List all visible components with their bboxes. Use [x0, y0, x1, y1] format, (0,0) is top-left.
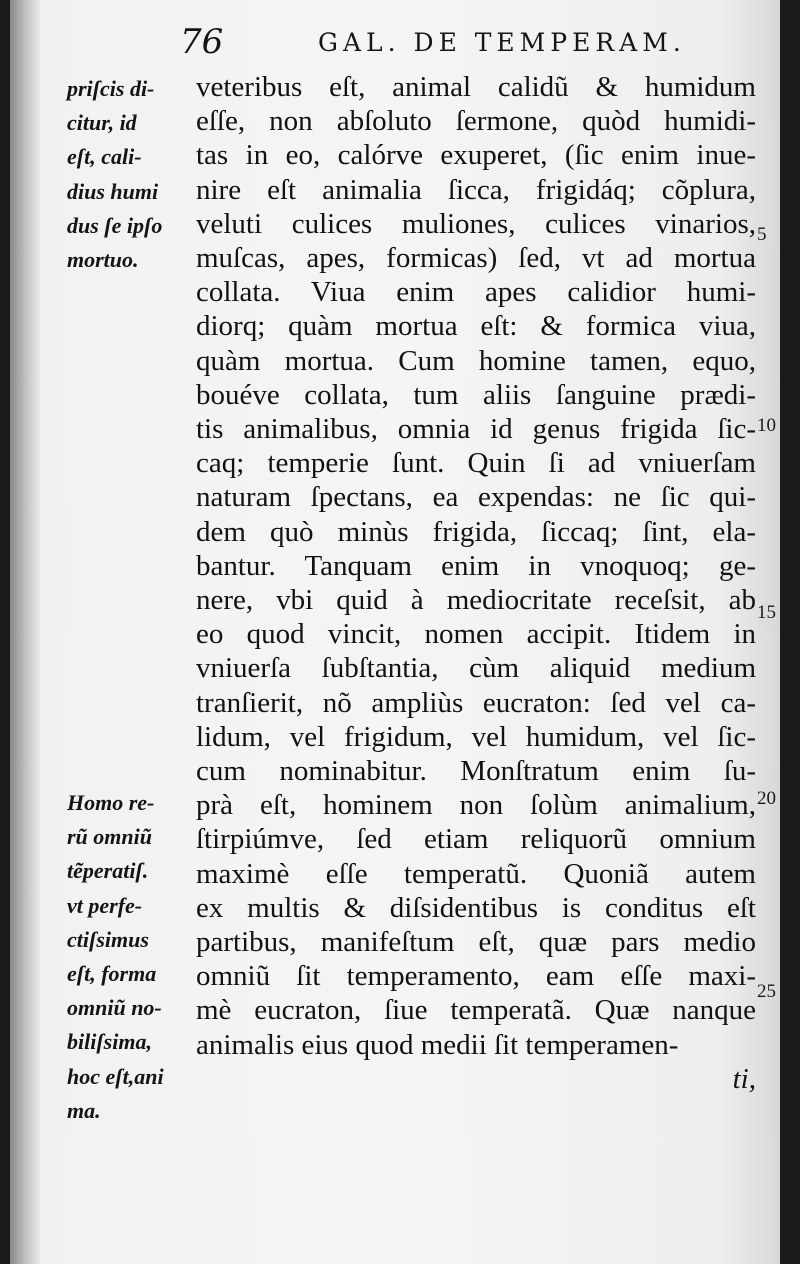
marginal-note-line: rũ omniũ: [67, 824, 152, 850]
marginal-note-line: ma.: [67, 1097, 101, 1123]
text-line: maximè eſſe temperatũ. Quoniã autem: [196, 857, 756, 890]
marginal-note-line: biliſsima,: [67, 1029, 152, 1055]
text-line: quàm mortua. Cum homine tamen, equo,: [196, 344, 756, 377]
text-line: ex multis & diſsidentibus is conditus eſt: [196, 891, 756, 924]
text-line: omniũ ſit temperamento, eam eſſe maxi-: [196, 960, 756, 993]
page-header: [180, 22, 700, 62]
line-number: 5: [757, 224, 767, 245]
text-line: prà eſt, hominem non ſolùm animalium,: [196, 789, 756, 822]
text-line: bantur. Tanquam enim in vnoquoq; ge-: [196, 549, 756, 582]
marginal-note-line: vt perfe-: [67, 892, 143, 918]
marginal-note-line: ctiſsimus: [67, 926, 149, 952]
text-line: naturam ſpectans, ea expendas: ne ſic qui-: [196, 481, 756, 514]
body-text: [196, 70, 756, 1096]
text-line: lidum, vel frigidum, vel humidum, vel ſic-: [196, 720, 756, 753]
text-line: eo quod vincit, nomen accipit. Itidem in: [196, 618, 756, 651]
text-line: veteribus eſt, animal calidũ & humidum: [196, 71, 756, 103]
text-line: mè eucraton, ſiue temperatã. Quæ nanque: [196, 994, 756, 1027]
text-line: collata. Viua enim apes calidior humi-: [196, 276, 756, 309]
marginal-note-line: hoc eſt,ani: [67, 1063, 164, 1089]
marginal-note-line: dius humi: [67, 178, 159, 204]
marginal-note-line: eſt, cali-: [67, 144, 142, 170]
book-page: [10, 0, 780, 1264]
text-line: veluti culices muliones, culices vinarios,: [196, 207, 756, 240]
text-line: vniuerſa ſubſtantia, cùm aliquid medium: [196, 652, 756, 685]
marginal-note-2: [67, 786, 192, 1128]
text-line: nere, vbi quid à mediocritate receſsit, ab: [196, 584, 756, 617]
marginal-note-line: citur, id: [67, 110, 137, 136]
marginal-note-line: tẽperatiſ.: [67, 858, 149, 884]
text-line: tranſierit, nõ ampliùs eucraton: ſed vel ca-: [196, 686, 756, 719]
text-line: dem quò minùs frigida, ſiccaq; ſint, ela-: [196, 515, 756, 548]
running-title: GAL. DE TEMPERAM.: [318, 28, 686, 57]
marginal-note-line: mortuo.: [67, 247, 139, 273]
marginal-note-line: dus ſe ipſo: [67, 212, 163, 238]
binding-gutter: [10, 0, 40, 1264]
marginal-note-1: [67, 72, 192, 277]
line-number: 20: [757, 788, 776, 809]
catchword: ti,: [732, 1062, 756, 1095]
line-number: 10: [757, 415, 776, 436]
text-line: eſſe, non abſoluto ſermone, quòd humidi-: [196, 105, 756, 138]
line-number: 15: [757, 602, 776, 623]
text-line: muſcas, apes, formicas) ſed, vt ad mortua: [196, 242, 756, 275]
text-line: bouéve collata, tum aliis ſanguine prædi-: [196, 378, 756, 411]
text-line: ſtirpiúmve, ſed etiam reliquorũ omnium: [196, 823, 756, 856]
text-line: tas in eo, calórve exuperet, (ſic enim inue-: [196, 139, 756, 172]
marginal-note-line: priſcis di-: [67, 76, 155, 101]
marginal-note-line: eſt, forma: [67, 961, 157, 987]
text-line: cum nominabitur. Monſtratum enim ſu-: [196, 755, 756, 788]
text-line: animalis eius quod medii ſit temperamen-: [196, 1028, 679, 1061]
text-line: diorq; quàm mortua eſt: & formica viua,: [196, 310, 756, 343]
text-line: tis animalibus, omnia id genus frigida ſic-: [196, 413, 756, 446]
line-number: 25: [757, 981, 776, 1002]
text-line: nire eſt animalia ſicca, frigidáq; cõplura,: [196, 173, 756, 206]
text-line: partibus, manifeſtum eſt, quæ pars medio: [196, 926, 756, 959]
page-number: 76: [180, 22, 224, 62]
marginal-note-line: omniũ no-: [67, 995, 162, 1021]
marginal-note-line: Homo re-: [67, 790, 155, 815]
text-line: caq; temperie ſunt. Quin ſi ad vniuerſam: [196, 447, 756, 480]
